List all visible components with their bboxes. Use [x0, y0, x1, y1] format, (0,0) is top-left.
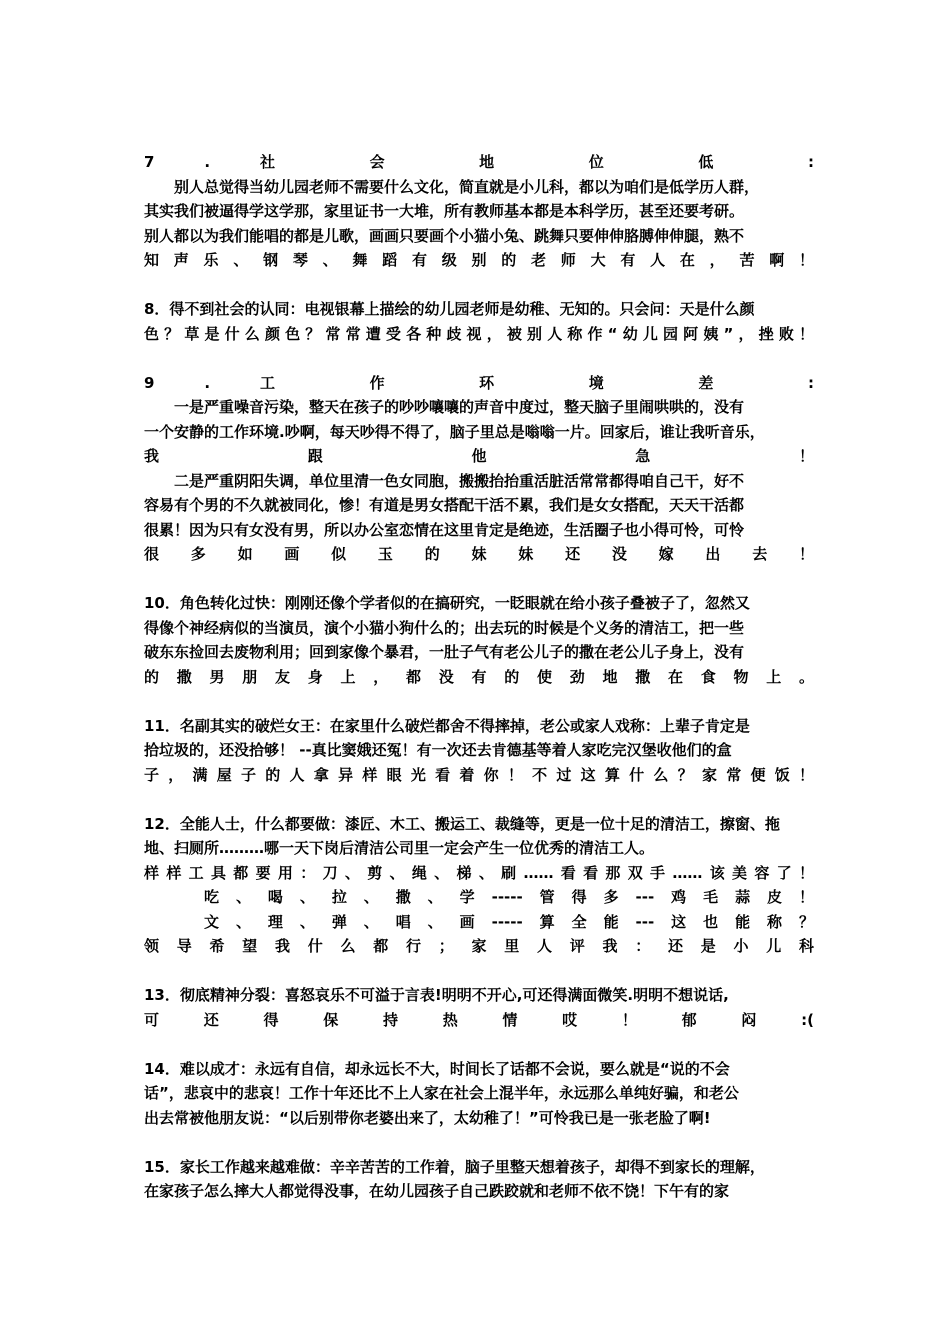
- text-line: 二是严重阴阳失调，单位里清一色女同胞，搬搬抬抬重活脏活常常都得咱自己干，好不: [174, 471, 745, 490]
- text-line: 吃、喝、拉、撒、学-----管得多---鸡毛蒜皮！: [204, 888, 814, 906]
- paragraph-spacer: [144, 346, 814, 371]
- text-line: 别人总觉得当幼儿园老师不需要什么文化，简直就是小儿科，都以为咱们是低学历人群，: [174, 177, 760, 196]
- paragraph-spacer: [144, 787, 814, 812]
- text-line: 很 多 如 画 似 玉 的 妹 妹 还 没 嫁 出 去 ！: [144, 545, 814, 563]
- text-line: 11．名副其实的破烂女王：在家里什么破烂都舍不得摔掉，老公或家人戏称：上辈子肯定是: [144, 716, 750, 735]
- text-line: 破东东捡回去废物利用；回到家像个暴君，一肚子气有老公儿子的撒在老公儿子身上，没有: [144, 643, 745, 661]
- text-line: 文、理、弹、唱、画-----算全能---这也能称？: [204, 912, 814, 931]
- text-line: 样样工具都要用：刀、剪、绳、梯、刷……看看那双手……该美容了！: [144, 863, 814, 882]
- text-line: 得像个神经病似的当演员，演个小猫小狗什么的；出去玩的时候是个义务的清洁工，把一些: [144, 618, 745, 637]
- section: [144, 371, 814, 567]
- section: [144, 812, 814, 959]
- section: [144, 1057, 814, 1131]
- paragraph-spacer: [144, 1130, 814, 1155]
- section: [144, 714, 814, 788]
- text-line: 10．角色转化过快：刚刚还像个学者似的在搞研究，一眨眼就在给小孩子叠被子了，忽然又: [144, 594, 750, 612]
- paragraph-spacer: [144, 689, 814, 714]
- paragraph-spacer: [144, 1032, 814, 1057]
- text-line: 别人都以为我们能唱的都是儿歌，画画只要画个小猫小兔、跳舞只要伸伸胳膊伸伸腿，熟不: [144, 226, 745, 245]
- text-line: 话”，悲哀中的悲哀！工作十年还比不上人家在社会上混半年，永远那么单纯好骗，和老公: [144, 1084, 739, 1102]
- text-line: 地、扫厕所………哪一天下岗后清洁公司里一定会产生一位优秀的清洁工人。: [144, 839, 655, 857]
- text-line: 色？草是什么颜色？常常遭受各种歧视，被别人称作“幼儿园阿姨”，挫败！: [144, 324, 814, 343]
- section: [144, 983, 814, 1032]
- text-line: 子，满屋子的人拿异样眼光看着你！不过这算什么？家常便饭！: [144, 765, 814, 784]
- text-line: 12．全能人士，什么都要做：漆匠、木工、搬运工、裁缝等，更是一位十足的清洁工，擦窗、拖: [144, 814, 780, 833]
- text-line: 拾垃圾的，还没拾够！ --真比窦娥还冤！有一次还去肯德基等着人家吃完汉堡收他们的盒: [144, 741, 732, 759]
- paragraph-spacer: [144, 959, 814, 984]
- text-line: 14．难以成才：永远有自信，却永远长不大，时间长了话都不会说，要么就是“说的不会: [144, 1059, 730, 1078]
- paragraph-spacer: [144, 273, 814, 298]
- section: [144, 297, 814, 346]
- text-line: 一个安静的工作环境.吵啊，每天吵得不得了，脑子里总是嗡嗡一片。回家后，谁让我听音乐，: [144, 422, 765, 441]
- text-line: 可 还 得 保 持 热 情 哎 ！ 郁 闷 :(: [144, 1010, 814, 1029]
- text-line: 7 . 社 会 地 位 低 :: [144, 153, 814, 171]
- text-line: 出去常被他朋友说：“以后别带你老婆出来了，太幼稚了！”可怜我已是一张老脸了啊!: [144, 1108, 711, 1127]
- text-line: 在家孩子怎么摔大人都觉得没事，在幼儿园孩子自己跌跤就和老师不依不饶！下午有的家: [144, 1182, 730, 1200]
- section: [144, 1155, 814, 1204]
- text-line: 的撒男朋友身上，都没有的使劲地撒在食物上。: [144, 667, 814, 686]
- text-line: 一是严重噪音污染，整天在孩子的吵吵嚷嚷的声音中度过，整天脑子里闹哄哄的，没有: [174, 398, 745, 416]
- text-line: 我 跟 他 急 ！: [144, 447, 814, 465]
- paragraph-spacer: [144, 567, 814, 592]
- text-line: 很累！因为只有女没有男，所以办公室恋情在这里肯定是绝迹，生活圈子也小得可怜，可怜: [144, 520, 745, 539]
- document-page: [144, 150, 814, 1204]
- text-line: 其实我们被逼得学这学那，家里证书一大堆，所有教师基本都是本科学历，甚至还要考研。: [144, 202, 745, 220]
- section: [144, 150, 814, 273]
- text-line: 领导希望我什么都行；家里人评我：还是小儿科: [144, 937, 814, 955]
- text-line: 9 . 工 作 环 境 差 :: [144, 373, 814, 392]
- text-line: 13．彻底精神分裂：喜怒哀乐不可溢于言表!明明不开心,可还得满面微笑.明明不想说话,: [144, 986, 729, 1004]
- text-line: 容易有个男的不久就被同化，惨！有道是男女搭配干活不累，我们是女女搭配，天天干活都: [144, 496, 745, 514]
- text-line: 15．家长工作越来越难做：辛辛苦苦的工作着，脑子里整天想着孩子，却得不到家长的理解，: [144, 1157, 765, 1176]
- text-line: 8．得不到社会的认同：电视银幕上描绘的幼儿园老师是幼稚、无知的。只会问：天是什么颜: [144, 300, 755, 318]
- section: [144, 591, 814, 689]
- text-line: 知声乐、钢琴、舞蹈有级别的老师大有人在，苦啊！: [144, 251, 814, 269]
